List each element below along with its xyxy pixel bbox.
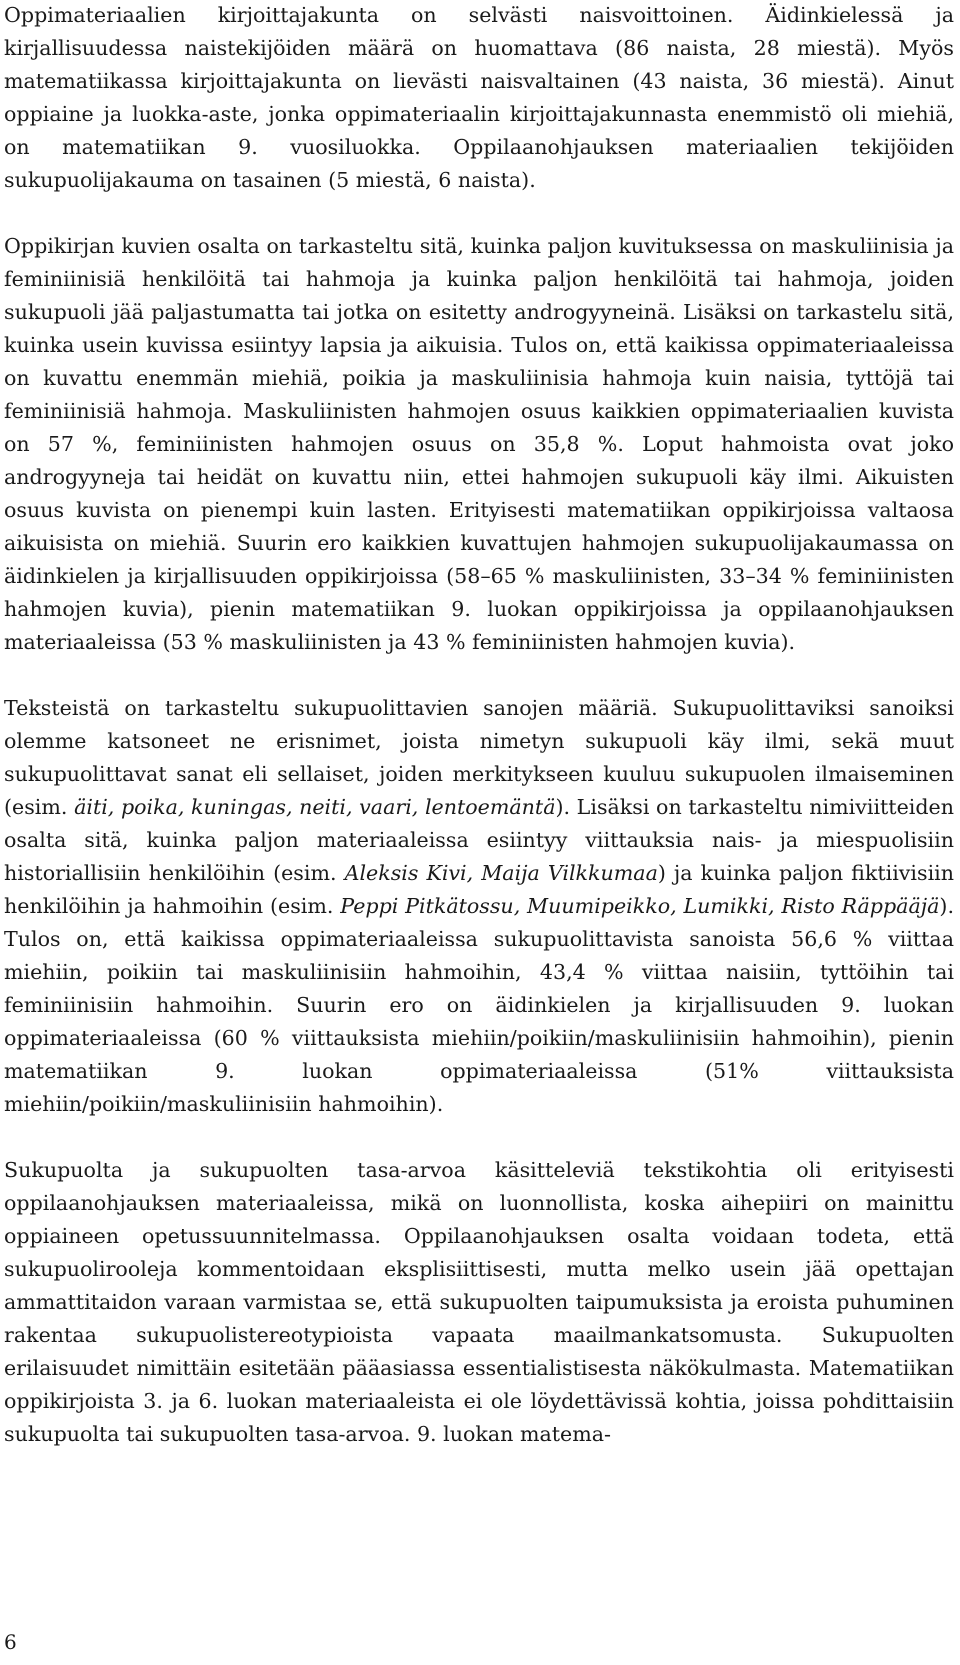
paragraph-gendered-words: [4, 692, 954, 1121]
paragraph-authors: Oppimateriaalien kirjoittajakunta on selvästi naisvoittoinen. Äidinkielessä ja kirjallisuudessa naistekijöiden määrä on huomattava (86 naista, 28 miestä). Myös matematiikassa kirjoittajakunta on lievästi naisvaltainen (43 naista, 36 miestä). Ainut oppiaine ja luokka-aste, jonka oppimateriaalin kirjoittajakunnasta enemmistö oli miehiä, on matematiikan 9. vuosiluokka. Oppilaanohjauksen materiaalien tekijöiden sukupuolijakauma on tasainen (5 miestä, 6 naista).: [4, 3, 954, 192]
paragraph-text-segment: ). Lisäksi on tarkasteltu nimiviitteiden osalta sitä, kuinka paljon materiaaleissa esiintyy viittauksia nais- ja miespuolisiin historiallisiin henkilöihin (esim.: [4, 795, 954, 885]
paragraph-text-segment: Teksteistä on tarkasteltu sukupuolittavien sanojen määriä. Sukupuolittaviksi sanoiksi olemme katsoneet ne erisnimet, joista nimetyn sukupuoli käy ilmi, sekä muut sukupuolittavat sanat eli sellaiset, joiden merkitykseen kuuluu sukupuolen ilmaiseminen (esim.: [4, 696, 954, 819]
page-number: 6: [4, 1630, 17, 1654]
paragraph-images: Oppikirjan kuvien osalta on tarkasteltu sitä, kuinka paljon kuvituksessa on maskuliinisia ja feminiinisiä henkilöitä tai hahmoja ja kuinka paljon henkilöitä tai hahmoja, joiden sukupuoli jää paljastumatta tai jotka on esitetty androgyyneinä. Lisäksi on tarkastelu sitä, kuinka usein kuvissa esiintyy lapsia ja aikuisia. Tulos on, että kaikissa oppimateriaaleissa on kuvattu enemmän miehiä, poikia ja maskuliinisia hahmoja kuin naisia, tyttöjä tai feminiinisiä hahmoja. Maskuliinisten hahmojen osuus kaikkien oppimateriaalien kuvista on 57 %, feminiinisten hahmojen osuus on 35,8 %. Loput hahmoista ovat joko androgyyneja tai heidät on kuvattu niin, ettei hahmojen sukupuoli käy ilmi. Aikuisten osuus kuvista on pienempi kuin lasten. Erityisesti matematiikan oppikirjoissa valtaosa aikuisista on miehiä. Suurin ero kaikkien kuvattujen hahmojen sukupuolijakaumassa on äidinkielen ja kirjallisuuden oppikirjoissa (58–65 % maskuliinisten, 33–34 % feminiinisten hahmojen kuvia), pienin matematiikan 9. luokan oppikirjoissa ja oppilaanohjauksen materiaaleissa (53 % maskuliinisten ja 43 % feminiinisten hahmojen kuvia).: [4, 234, 954, 654]
paragraph-text-segment: ) ja kuinka paljon fiktiivisiin henkilöihin ja hahmoihin (esim.: [4, 861, 955, 918]
example-historical-names: Aleksis Kivi, Maija Vilkkumaa: [344, 861, 658, 885]
example-fictional-names: Peppi Pitkätossu, Muumipeikko, Lumikki, Risto Räppääjä: [340, 894, 940, 918]
document-page: [4, 0, 954, 1484]
paragraph-text-segment: ). Tulos on, että kaikissa oppimateriaaleissa sukupuolittavista sanoista 56,6 % viittaa miehiin, poikiin tai maskuliinisiin hahmoihin, 43,4 % viittaa naisiin, tyttöihin tai feminiinisiin hahmoihin. Suurin ero on äidinkielen ja kirjallisuuden 9. luokan oppimateriaaleissa (60 % viittauksista miehiin/poikiin/maskuliinisiin hahmoihin), pienin matematiikan 9. luokan oppimateriaaleissa (51% viittauksista miehiin/poikiin/maskuliinisiin hahmoihin).: [4, 894, 954, 1116]
paragraph-equality: Sukupuolta ja sukupuolten tasa-arvoa käsitteleviä tekstikohtia oli erityisesti oppilaanohjauksen materiaaleissa, mikä on luonnollista, koska aihepiiri on mainittu oppiaineen opetussuunnitelmassa. Oppilaanohjauksen osalta voidaan todeta, että sukupuolirooleja kommentoidaan eksplisiittisesti, mutta melko usein jää opettajan ammattitaidon varaan varmistaa se, että sukupuolten taipumuksista ja eroista puhuminen rakentaa sukupuolistereotypioista vapaata maailmankatsomusta. Sukupuolten erilaisuudet nimittäin esitetään pääasiassa essentialistisesta näkökulmasta. Matematiikan oppikirjoista 3. ja 6. luokan materiaaleista ei ole löydettävissä kohtia, joissa pohdittaisiin sukupuolta tai sukupuolten tasa-arvoa. 9. luokan matema-: [4, 1158, 954, 1446]
example-words: äiti, poika, kuningas, neiti, vaari, lentoemäntä: [74, 795, 556, 819]
